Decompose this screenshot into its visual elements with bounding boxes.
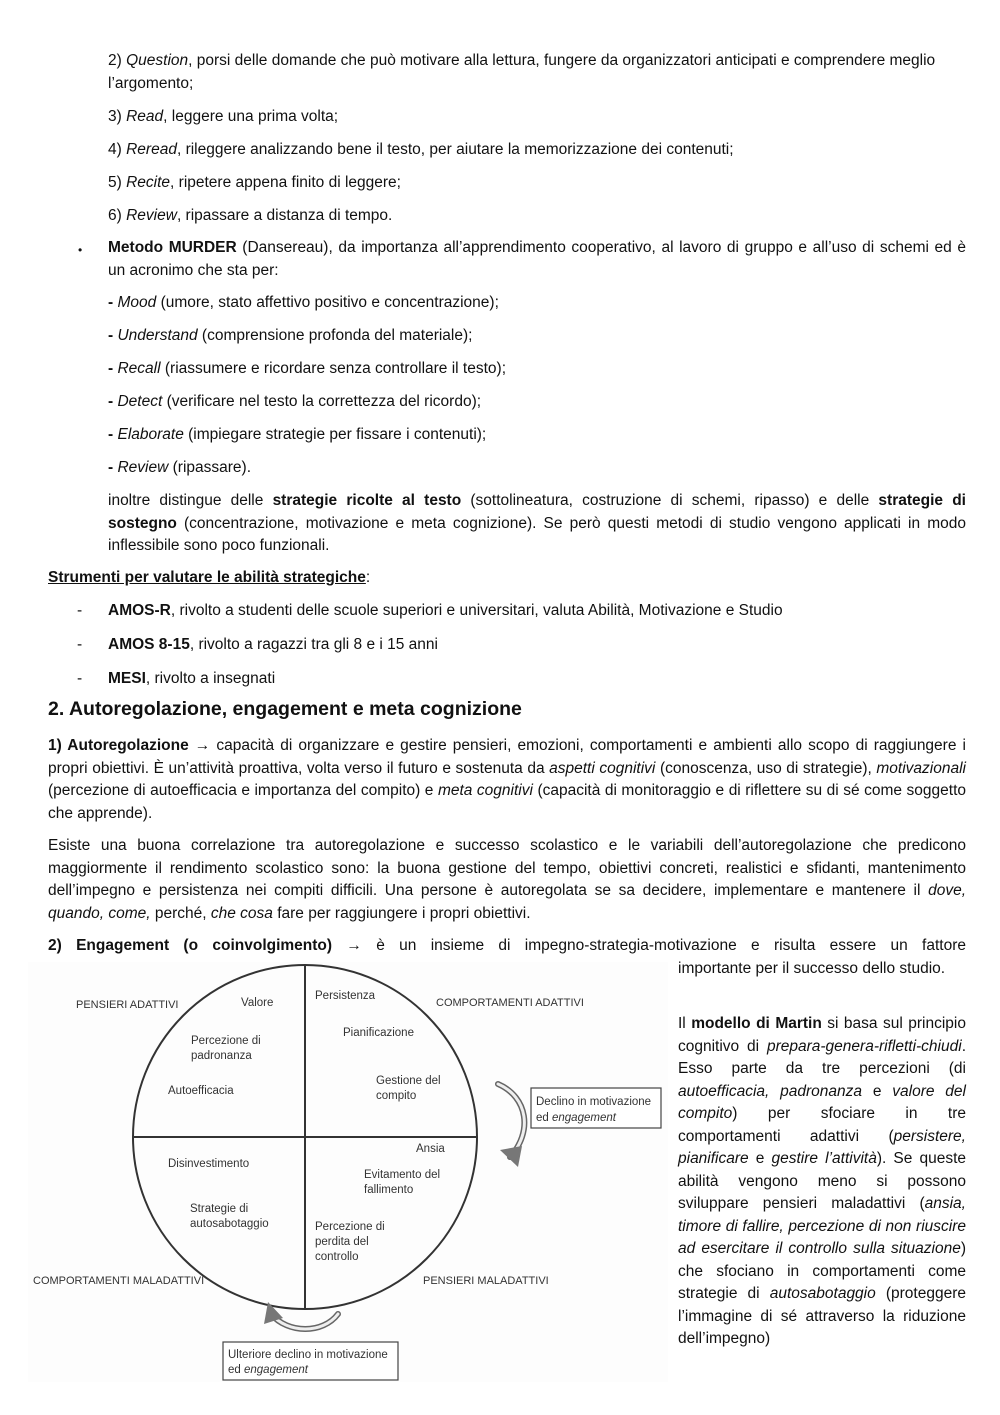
label-padronanza: padronanza (191, 1050, 252, 1062)
section-heading: 2. Autoregolazione, engagement e meta cognizione (48, 698, 522, 720)
quadrant-title-comportamenti-adattivi: COMPORTAMENTI ADATTIVI (436, 997, 584, 1009)
paragraph-engagement-cont: importante per il successo dello studio. (678, 960, 946, 977)
tools-dash: - (77, 636, 83, 653)
tools-heading: Strumenti per valutare le abilità strategiche: (48, 569, 371, 586)
paragraph-engagement: 2) Engagement (o coinvolgimento) → è un insieme di impegno-strategia-motivazione e risulta essere un fattore (48, 937, 966, 954)
tools-dash: - (77, 670, 83, 687)
label-perdita-controllo: perdita del (315, 1236, 369, 1248)
label-evitamento: Evitamento del (364, 1169, 441, 1181)
label-gestione-compito: compito (376, 1090, 417, 1102)
label-autosabotaggio: Strategie di (190, 1203, 249, 1215)
murder-item-mood: - Mood (umore, stato affettivo positivo e concentrazione); (108, 294, 499, 311)
murder-intro: Metodo MURDER (Dansereau), da importanza all’apprendimento cooperativo, al lavoro di gruppo e all’uso di schemi ed è un acronimo che sta per: (108, 239, 966, 279)
label-persistenza: Persistenza (315, 990, 376, 1002)
label-padronanza: Percezione di (191, 1035, 261, 1047)
tools-dash: - (77, 602, 83, 619)
box-declino-text: Declino in motivazione (536, 1096, 652, 1108)
murder-item-review: - Review (ripassare). (108, 459, 251, 476)
bullet-icon: • (78, 243, 83, 257)
quadrant-title-pensieri-adattivi: PENSIERI ADATTIVI (76, 999, 179, 1011)
box-declino-text: ed engagement (536, 1112, 616, 1124)
paragraph-correlazione: Esiste una buona correlazione tra autoregolazione e successo scolastico e le variabili dell’autoregolazione che predicono maggiormente il rendimento scolastico sono: la buona gestione del tempo, obiettivi concreti, realistici e sfidanti, mantenimento dell’impegno e persistenza nei compiti difficili. Una persone è autoregolata se sa decidere, implementare e mantenere il dove, quando, come, perché, che cosa fare per raggiungere i propri obiettivi. (48, 837, 966, 922)
step-review: 6) Review, ripassare a distanza di tempo. (108, 207, 393, 224)
label-disinvestimento: Disinvestimento (168, 1158, 250, 1170)
step-read: 3) Read, leggere una prima volta; (108, 108, 339, 125)
quadrant-title-pensieri-maladattivi: PENSIERI MALADATTIVI (423, 1275, 549, 1287)
label-pianificazione: Pianificazione (343, 1027, 414, 1039)
label-perdita-controllo: controllo (315, 1251, 359, 1263)
murder-item-understand: - Understand (comprensione profonda del materiale); (108, 327, 473, 344)
tool-amos-8-15: AMOS 8-15, rivolto a ragazzi tra gli 8 e i 15 anni (108, 636, 438, 653)
quadrant-title-comportamenti-maladattivi: COMPORTAMENTI MALADATTIVI (33, 1275, 205, 1287)
step-question: 2) Question, porsi delle domande che può motivare alla lettura, fungere da organizzatori anticipati e comprendere meglio l’argomento; (108, 52, 936, 92)
box-ulteriore-declino-text: Ulteriore declino in motivazione (228, 1349, 388, 1361)
box-ulteriore-declino-text: ed engagement (228, 1364, 308, 1376)
label-autoefficacia: Autoefficacia (168, 1085, 234, 1097)
murder-closing: inoltre distingue delle strategie ricolte al testo (sottolineatura, costruzione di schemi, ripasso) e delle strategie di sostegno (concentrazione, motivazione e meta cognizione). Se però questi metodi di studio vengono applicati in modo inflessibile sono poco funzionali. (108, 492, 966, 554)
label-perdita-controllo: Percezione di (315, 1221, 385, 1233)
martin-model-diagram (28, 962, 668, 1382)
paragraph-autoregolazione: 1) Autoregolazione → capacità di organizzare e gestire pensieri, emozioni, comportamenti e ambienti allo scopo di raggiungere i propri obiettivi. È un’attività proattiva, volta verso il futuro e sostenuta da aspetti cognitivi (conoscenza, uso di strategie), motivazionali (percezione di autoefficacia e importanza del compito) e meta cognitivi (capacità di monitoraggio e di riflettere su di sé come soggetto che apprende). (48, 737, 966, 822)
label-ansia: Ansia (416, 1143, 445, 1155)
step-reread: 4) Reread, rileggere analizzando bene il testo, per aiutare la memorizzazione dei contenuti; (108, 141, 734, 158)
murder-item-elaborate: - Elaborate (impiegare strategie per fissare i contenuti); (108, 426, 487, 443)
tool-amos-r: AMOS-R, rivolto a studenti delle scuole superiori e universitari, valuta Abilità, Motivazione e Studio (108, 602, 783, 619)
tool-mesi: MESI, rivolto a insegnati (108, 670, 276, 687)
label-valore: Valore (241, 997, 274, 1009)
label-gestione-compito: Gestione del (376, 1075, 441, 1087)
label-autosabotaggio: autosabotaggio (190, 1218, 269, 1230)
step-recite: 5) Recite, ripetere appena finito di leggere; (108, 174, 401, 191)
murder-item-detect: - Detect (verificare nel testo la correttezza del ricordo); (108, 393, 482, 410)
paragraph-martin: Il modello di Martin si basa sul principio cognitivo di prepara-genera-rifletti-chiudi. Esso parte da tre percezioni (di autoefficacia, padronanza e valore del compito) per sfociare in tre comportamenti adattivi (persistere, pianificare e gestire l’attività). Se queste abilità vengono meno si possono sviluppare pensieri maladattivi (ansia, timore di fallire, percezione di non riuscire ad esercitare il controllo sulla situazione) che sfociano in comportamenti come strategie di autosabotaggio (proteggere l’immagine di sé attraverso la riduzione dell’impegno) (678, 1015, 967, 1347)
murder-item-recall: - Recall (riassumere e ricordare senza controllare il testo); (108, 360, 506, 377)
label-evitamento: fallimento (364, 1184, 414, 1196)
